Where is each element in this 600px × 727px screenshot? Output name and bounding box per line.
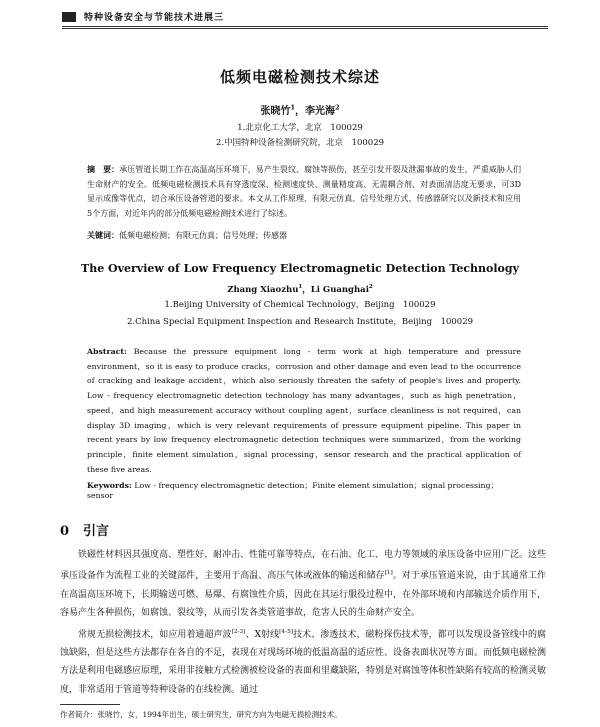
- en-title: The Overview of Low Frequency Electromagnetic Detection Technology: [81, 262, 519, 275]
- section-number: 0: [60, 524, 70, 539]
- body-paragraph-2: [60, 623, 546, 700]
- en-affiliation-1: 1.Beijing University of Chemical Technology，Beijing 100029: [164, 300, 436, 310]
- body-p2-text: 常规无损检测技术，如应用着通超声波: [78, 629, 232, 640]
- cn-affiliation-1: 1.北京化工大学，北京 100029: [237, 123, 363, 133]
- en-keywords: [87, 480, 521, 500]
- running-title: 特种设备安全与节能技术进展三: [84, 13, 225, 23]
- cn-abstract: [87, 162, 521, 222]
- body-text: [60, 546, 546, 699]
- footnote-rule: [60, 704, 120, 705]
- en-author-sep: ，: [302, 285, 311, 295]
- body-p1-text: 铁磁性材料因其强度高、塑性好、耐冲击、性能可靠等特点，在石油、化工、电力等领域的承压设备中应用广泛。这些承压设备作为流程工业的关键部件，主要用于高温、高压气体或液体的输送和储存: [60, 550, 547, 582]
- en-affiliation-2: 2.China Special Equipment Inspection and Research Institute，Beijing 100029: [126, 317, 474, 327]
- en-authors: [0, 283, 600, 295]
- author-footnote: 作者简介：张晓竹，女，1994年出生，硕士研究生，研究方向为电磁无损检测技术。: [60, 710, 342, 719]
- body-p2-mid2: 技术、渗透技术、磁粉探伤技术等，都可以发现设备管线中的腐蚀缺陷，但是这些方法都存在各自的不足，表现在对现场环境的低温高温的适应性、设备表面状况等方面。而低频电磁检测方法是利用电磁感应原理，采用非接触方式检测被检设备的表面和里藏缺陷，特别是对腐蚀等体积性缺陷有较高的检测灵敏度，非常适用于管道等特种设备的在线检测。通过: [60, 629, 547, 695]
- en-author-2: Li Guanghai: [310, 285, 369, 295]
- en-abstract-text: Because the pressure equipment long - term work at high temperature and pressure environment，so it is easy to produce cracks，corrosion and other damage and even lead to the occurrence of cracking and leakage accident，which also seriously threaten the safety of people's lives and property. Low - frequency electromagnetic detection technology has many advantages，such as high penetration，speed，and high measurement accuracy without coupling agent，surface cleanliness is not required，can display 3D imaging，which is very relevant requirements of pressure equipment pipeline. This paper in recent years by low frequency electromagnetic detection techniques were summarized，from the working principle，finite element simulation，signal processing，sensor research and the practical application of these five areas.: [87, 347, 521, 474]
- cn-keywords-label: 关键词：: [87, 230, 119, 240]
- en-author-2-sup: 2: [368, 284, 373, 291]
- citation-ref: [2-3]: [231, 628, 246, 635]
- body-p2-mid1: 、X射线: [245, 629, 280, 640]
- cn-author-1-sup: 1: [290, 103, 295, 112]
- en-abstract: [87, 345, 521, 477]
- cn-authors: [0, 102, 600, 117]
- en-author-1: Zhang Xiaozhu: [227, 285, 299, 295]
- en-author-1-sup: 1: [298, 284, 303, 291]
- body-p1-end: 。对于承压管道来说，由于其通常工作在高温高压环境下，长期输送可燃、易爆、有腐蚀性介质，因此在其运行服役过程中，在外部环境和内部输送介质作用下，容易产生各种损伤，如腐蚀、裂纹等，从而引发各类管道事故，危害人民的生命财产安全。: [60, 571, 547, 619]
- cn-affiliation-2: 2.中国特种设备检测研究院，北京 100029: [215, 138, 385, 148]
- running-header: [62, 10, 548, 24]
- cn-abstract-text: 承压管道长期工作在高温高压环境下，易产生裂纹、腐蚀等损伤，甚至引发开裂及泄漏事故的发生，严重威胁人们生命财产的安全。低频电磁检测技术具有穿透度深、检测速度快、测量精度高、无需耦合剂、对表面清洁度无要求，可3D显示成像等优点，切合承压设备管道的要求。本文从工作原理、有限元仿真、信号处理方式、传感器研究以及新技术和应用5个方面，对近年内的部分低频电磁检测技术进行了综述。: [87, 165, 521, 219]
- en-keywords-label: Keywords:: [87, 481, 132, 490]
- cn-author-2-sup: 2: [335, 103, 340, 112]
- cn-author-1: 张晓竹: [260, 106, 291, 117]
- cn-title: 低频电磁检测技术综述: [219, 68, 380, 86]
- cn-author-2: 李光海: [305, 106, 335, 117]
- header-block-mark: [62, 12, 76, 22]
- section-heading: [60, 520, 109, 539]
- section-title: 引言: [83, 524, 110, 539]
- cn-keywords: [87, 230, 521, 241]
- en-abstract-label: Abstract:: [87, 347, 127, 356]
- header-rule: [62, 26, 548, 29]
- cn-keywords-text: 低频电磁检测；有限元仿真；信号处理；传感器: [119, 231, 287, 240]
- citation-ref: [1]: [384, 570, 393, 577]
- body-paragraph-1: [60, 546, 546, 623]
- cn-author-sep: ，: [295, 106, 305, 117]
- citation-ref: [4-5]: [279, 628, 294, 635]
- en-keywords-text: Low - frequency electromagnetic detection；Finite element simulation；signal processing；sensor: [87, 481, 499, 500]
- cn-abstract-label: 摘 要：: [87, 164, 120, 174]
